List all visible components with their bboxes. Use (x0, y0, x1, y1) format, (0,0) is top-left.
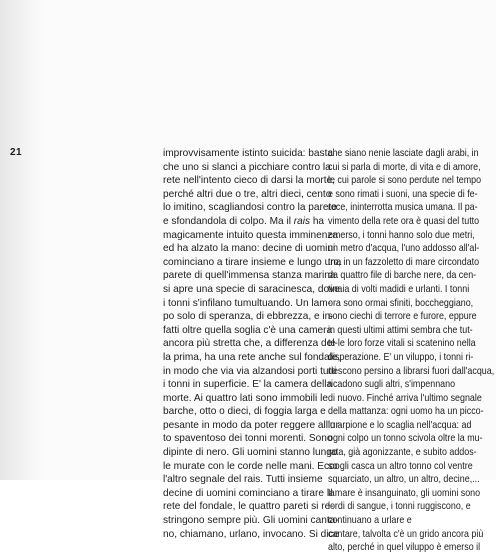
text-line: roce, ininterrotta musica umana. Il pa- (328, 202, 478, 214)
text-line: ora sono ormai sfiniti, boccheggiano, (328, 297, 474, 309)
text-line: ed ha alzato la mano: decine di uomini (163, 243, 336, 255)
text-line: morte. Ai quattro lati sono immobili le (163, 392, 328, 404)
text-line: i tonni in superficie. E' la camera della (163, 379, 333, 391)
text-line: l'altro segnale del rais. Tutti insieme (163, 474, 323, 486)
text-line: un metro d'acqua, l'uno addosso all'al- (328, 243, 480, 255)
text-line: improvvisamente istinto suicida: basta (163, 148, 333, 159)
text-line: cominciano a tirare insieme e lungo una (163, 256, 342, 268)
text-line: continuano a urlare e (328, 515, 412, 527)
text-line: lo imitino, scagliandosi contro la parete (163, 202, 337, 214)
text-line: pesante in modo da poter reggere all'ur- (163, 419, 343, 431)
text-line: rete nell'intento cieco di darsi la morte, (163, 175, 335, 187)
text-line: stringono sempre più. Gli uomini canta- (163, 515, 339, 527)
text-line: cui si parla di morte, di vita e di amore, (328, 161, 481, 173)
text-line: te le loro forze vitali si scatenino nella (328, 338, 476, 350)
text-line: decine di uomini cominciano a tirare la (163, 487, 335, 499)
right-text-column (328, 147, 496, 555)
text-line: lordi di sangue, i tonni ruggiscono, e (328, 501, 471, 513)
text-line: che siano nenie lasciate dagli arabi, in (328, 148, 479, 159)
text-line: so gli casca un altro tonno col ventre (328, 460, 473, 472)
text-line: la prima, ha una rete anche sul fondale, (163, 351, 341, 363)
text-line: e sono rimati i suoni, una specie di fe- (328, 188, 478, 200)
page-number: 21 (10, 147, 23, 158)
text-line: si apre una specie di saracinesca, dove (163, 283, 340, 295)
text-line: cantare, talvolta c'è un grido ancora più (328, 528, 484, 540)
text-line: di nuovo. Finché arriva l'ultimo segnale (328, 392, 482, 404)
text-line: vimento della rete ora è quasi del tutto (328, 215, 480, 227)
text-line: Il mare è insanguinato, gli uomini sono (328, 487, 481, 499)
text-line: in questi ultimi attimi sembra che tut- (328, 324, 473, 336)
text-line: tro, in un fazzoletto di mare circondato (328, 256, 480, 268)
text-line: fatti oltre quella soglia c'è una camera (163, 324, 333, 336)
left-text-column (163, 147, 342, 541)
text-line: ancora più stretta che, a differenza del- (163, 338, 338, 350)
text-line: rete del fondale, le quattro pareti si re- (163, 501, 334, 513)
text-line: no, chiamano, urlano, invocano. Si dice (163, 528, 340, 540)
text-line: parete di quell'immensa stanza marina (163, 270, 336, 282)
text-line: i tonni s'infilano tumultuando. Un lam- (163, 297, 332, 309)
text-line: dipinte di nero. Gli uomini stanno lungo (163, 447, 338, 459)
text-line: barche, otto o dieci, di foggia larga e (163, 406, 326, 418)
text-line: ogni colpo un tonno scivola oltre la mu- (328, 433, 483, 445)
text-line: sono ciechi di terrore e furore, eppure (328, 311, 477, 323)
text-line: lo arpione e lo scaglia nell'acqua: ad (328, 419, 472, 431)
text-line: magicamente intuito questa imminenza (163, 229, 339, 241)
text-line: le cui parole si sono perdute nel tempo (328, 175, 482, 187)
page-gutter-shadow (0, 0, 44, 480)
text-line: in modo che via via alzandosi porti tutti (163, 365, 337, 377)
text-line: riescono persino a librarsi fuori dall'acqua, (328, 365, 495, 377)
text-line: tinaia di volti madidi e urlanti. I tonni (328, 283, 470, 295)
text-line: e sfondandola di colpo. Ma il rais ha (163, 215, 325, 227)
text-line: emerso, i tonni hanno solo due metri, (328, 229, 475, 241)
text-line: to spaventoso dei tonni morenti. Sono (163, 433, 333, 445)
text-line: alto, perché in quel viluppo è emerso il (328, 542, 481, 554)
text-line: ricadono sugli altri, s'impennano (328, 379, 456, 391)
text-line: disperazione. E' un viluppo, i tonni ri- (328, 351, 474, 363)
text-line: rata, già agonizzante, e subito addos- (328, 447, 477, 459)
text-line: po solo di speranza, di ebbrezza, e in- (163, 311, 334, 323)
text-line: squarciato, un altro, un altro, decine,... (328, 474, 480, 486)
text-line: le murate con le corde nelle mani. Ecco (163, 460, 340, 472)
text-line: perché altri due o tre, altri dieci, cento (163, 188, 332, 200)
text-line: della mattanza: ogni uomo ha un picco- (328, 406, 484, 418)
text-line: da quattro file di barche nere, da cen- (328, 270, 477, 282)
text-line: che uno si slanci a picchiare contro la (163, 161, 331, 173)
italic-word: rais (293, 215, 311, 227)
